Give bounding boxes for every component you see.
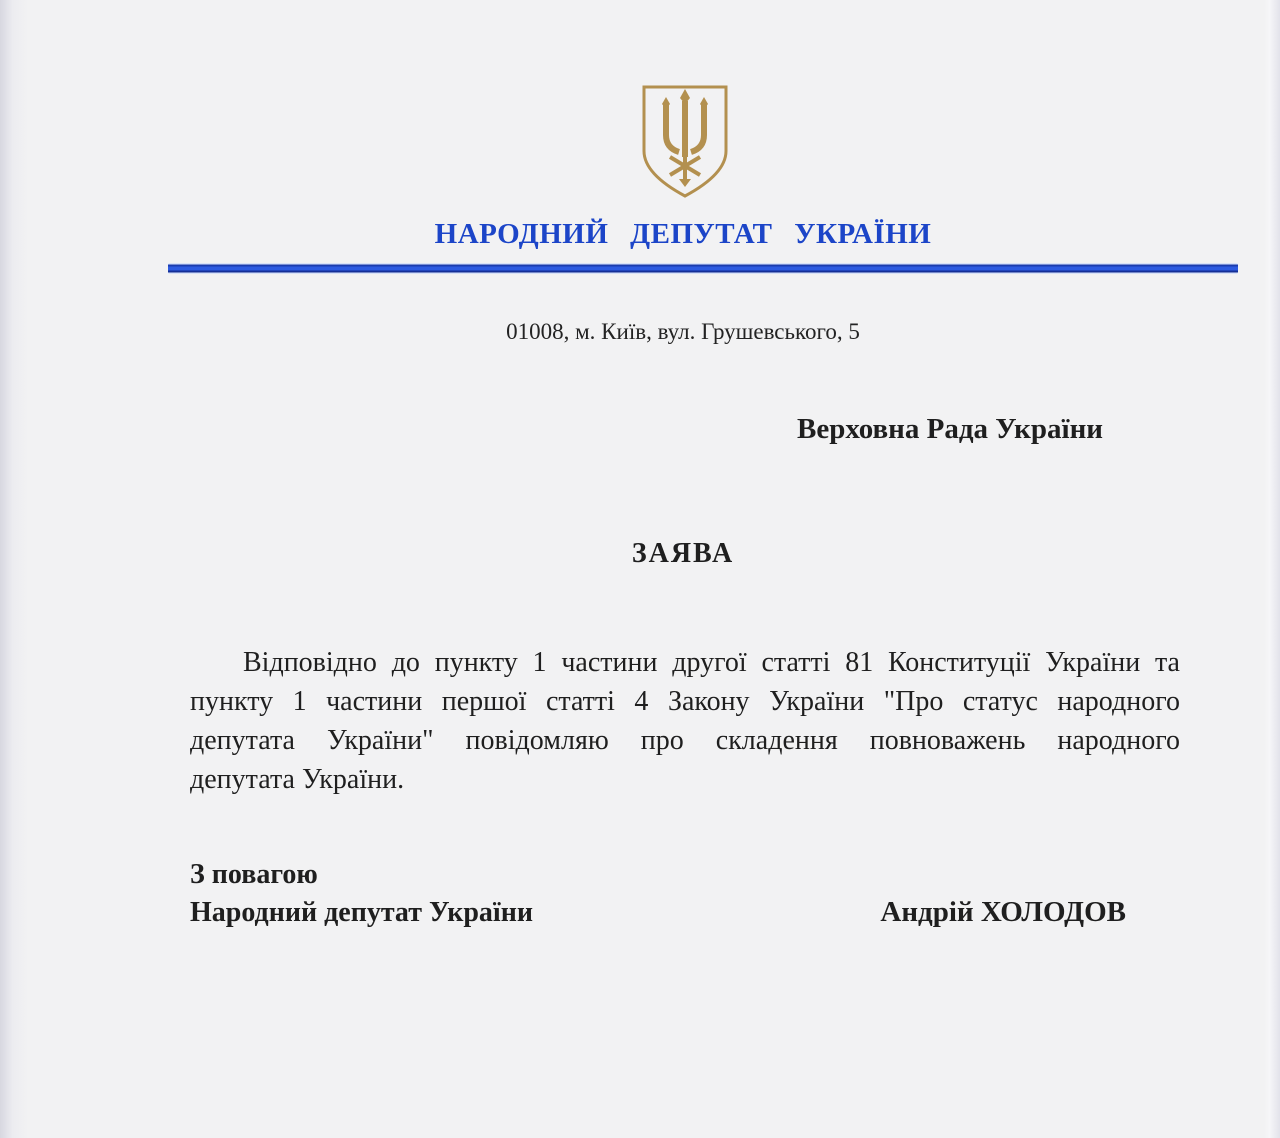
body-paragraph (190, 643, 1180, 799)
signature-row (190, 896, 1126, 929)
letterhead-address: 01008, м. Київ, вул. Грушевського, 5 (506, 319, 860, 344)
page-left-shadow (0, 0, 28, 1138)
signature-name: Андрій ХОЛОДОВ (880, 896, 1126, 928)
letterhead-rule (168, 263, 1238, 274)
recipient-line: Верховна Рада України (797, 413, 1103, 445)
subject-heading: ЗАЯВА (631, 538, 735, 569)
body-line: пункту 1 частини першої статті 4 Закону України "Про статус народного (190, 686, 1180, 717)
ukraine-trident-emblem (637, 83, 733, 200)
body-line: депутата України. (190, 764, 405, 795)
signature-position: Народний депутат України (190, 897, 533, 928)
body-line: депутата України" повідомляю про складення повноважень народного (190, 725, 1180, 756)
body-line: Відповідно до пункту 1 частини другої статті 81 Конституції України та (243, 647, 1180, 678)
letterhead-title: НАРОДНИЙ ДЕПУТАТ УКРАЇНИ (434, 218, 932, 250)
page-right-shadow (1264, 0, 1280, 1138)
signature-salutation: З повагою (190, 859, 318, 890)
